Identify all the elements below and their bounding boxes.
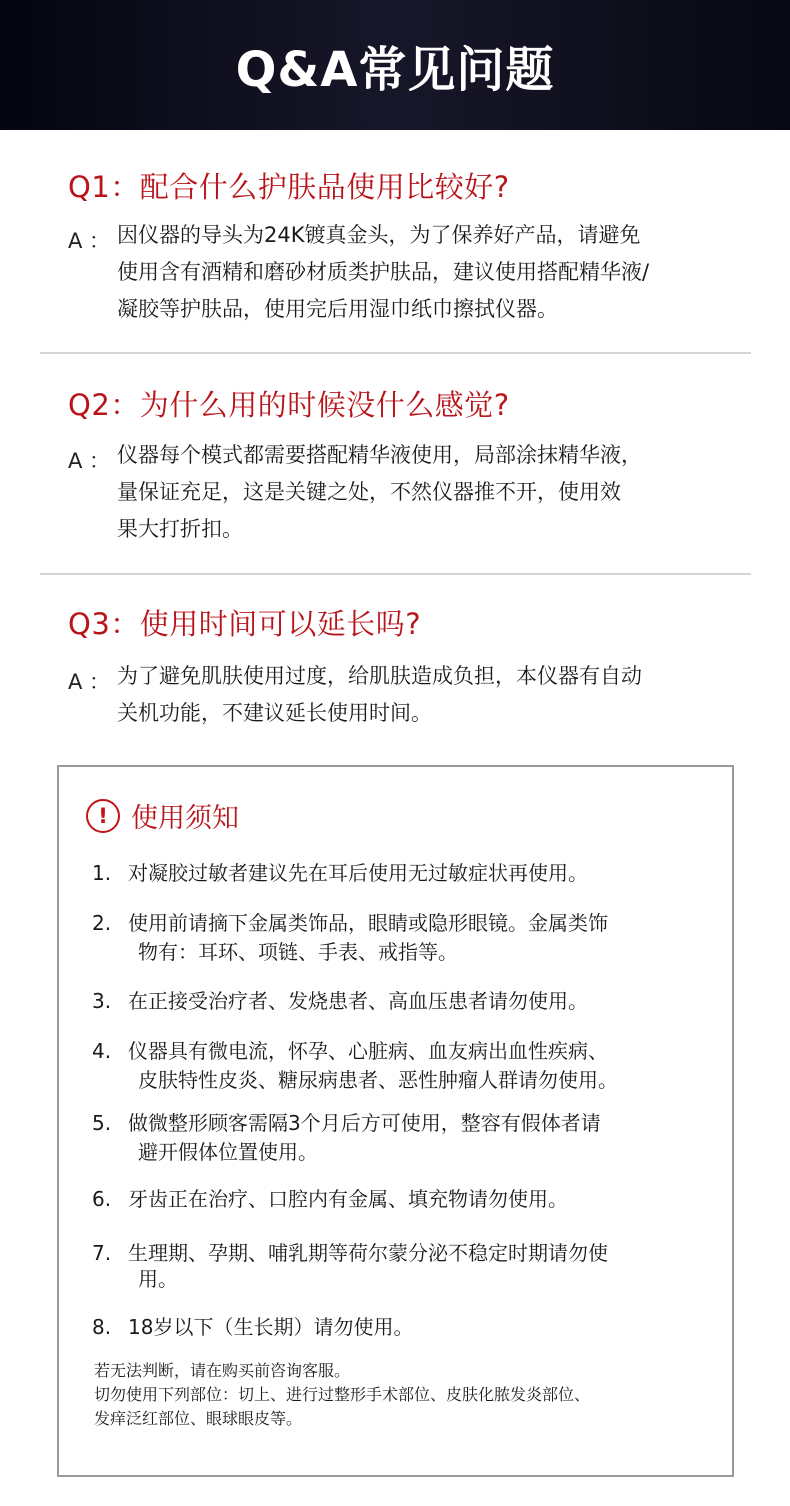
page-header xyxy=(0,0,790,130)
footnote-line: 若无法判断，请在购买前咨询客服。 xyxy=(94,1361,351,1380)
answer-label-3: A ： xyxy=(68,670,111,694)
notice-footnote xyxy=(94,1359,590,1431)
answer-line: 使用含有酒精和磨砂材质类护肤品，建议使用搭配精华液/ xyxy=(117,260,650,284)
answer-line: 果大打折扣。 xyxy=(117,517,243,541)
answer-line: 量保证充足，这是关键之处，不然仪器推不开，使用效 xyxy=(117,480,621,504)
rule-number: 8. xyxy=(92,1315,112,1339)
rule-number: 3. xyxy=(92,989,112,1013)
rule-item-2 xyxy=(92,909,608,967)
rule-text: 仪器具有微电流，怀孕、心脏病、血友病出血性疾病、 xyxy=(128,1039,608,1063)
rule-item-5 xyxy=(92,1109,601,1167)
answer-line: 为了避免肌肤使用过度，给肌肤造成负担，本仪器有自动 xyxy=(117,664,642,688)
rule-item-4 xyxy=(92,1037,618,1095)
rule-number: 2. xyxy=(92,911,112,935)
rule-number: 6. xyxy=(92,1187,112,1211)
question-2: Q2：为什么用的时候没什么感觉? xyxy=(68,388,510,422)
rule-text: 牙齿正在治疗、口腔内有金属、填充物请勿使用。 xyxy=(128,1187,568,1211)
rule-item-7 xyxy=(92,1239,608,1290)
footnote-line: 发痒泛红部位、眼球眼皮等。 xyxy=(94,1409,303,1428)
rule-text: 皮肤特性皮炎、糖尿病患者、恶性肿瘤人群请勿使用。 xyxy=(138,1068,618,1092)
answer-3 xyxy=(117,658,757,732)
rule-item-1 xyxy=(92,859,588,888)
answer-line: 因仪器的导头为24K镀真金头，为了保养好产品，请避免 xyxy=(117,223,641,247)
rule-number: 1. xyxy=(92,861,112,885)
rule-item-3 xyxy=(92,987,588,1016)
rule-text: 做微整形顾客需隔3个月后方可使用，整容有假体者请 xyxy=(128,1111,601,1135)
notice-title: 使用须知 xyxy=(131,803,239,834)
answer-label-2: A ： xyxy=(68,449,111,473)
answer-line: 凝胶等护肤品，使用完后用湿巾纸巾擦拭仪器。 xyxy=(117,297,558,321)
rule-text: 生理期、孕期、哺乳期等荷尔蒙分泌不稳定时期请勿使 xyxy=(128,1241,608,1265)
answer-2 xyxy=(117,437,757,548)
notice-header xyxy=(86,796,239,835)
divider xyxy=(40,573,751,575)
question-1: Q1：配合什么护肤品使用比较好? xyxy=(68,170,510,204)
rule-text: 使用前请摘下金属类饰品，眼睛或隐形眼镜。金属类饰 xyxy=(128,911,608,935)
rule-number: 7. xyxy=(92,1241,112,1265)
rule-text: 18岁以下（生长期）请勿使用。 xyxy=(128,1315,414,1339)
question-3: Q3：使用时间可以延长吗? xyxy=(68,607,422,641)
rule-text: 避开假体位置使用。 xyxy=(138,1140,318,1164)
rule-number: 5. xyxy=(92,1111,112,1135)
page-title: Q&A常见问题 xyxy=(235,41,555,98)
rule-item-8 xyxy=(92,1313,413,1342)
divider xyxy=(40,352,751,354)
rule-text: 在正接受治疗者、发烧患者、高血压患者请勿使用。 xyxy=(128,989,588,1013)
answer-label-1: A ： xyxy=(68,229,111,253)
answer-1 xyxy=(117,217,757,328)
footnote-line: 切勿使用下列部位：切上、进行过整形手术部位、皮肤化脓发炎部位、 xyxy=(94,1385,591,1404)
answer-line: 关机功能，不建议延长使用时间。 xyxy=(117,701,432,725)
answer-line: 仪器每个模式都需要搭配精华液使用，局部涂抹精华液， xyxy=(117,443,642,467)
rule-text: 用。 xyxy=(138,1267,178,1291)
exclamation-circle-icon: ! xyxy=(86,799,120,833)
rule-text: 物有：耳环、项链、手表、戒指等。 xyxy=(138,940,458,964)
rule-number: 4. xyxy=(92,1039,112,1063)
rule-text: 对凝胶过敏者建议先在耳后使用无过敏症状再使用。 xyxy=(128,861,588,885)
rule-item-6 xyxy=(92,1185,568,1214)
usage-notice-box xyxy=(57,765,734,1477)
